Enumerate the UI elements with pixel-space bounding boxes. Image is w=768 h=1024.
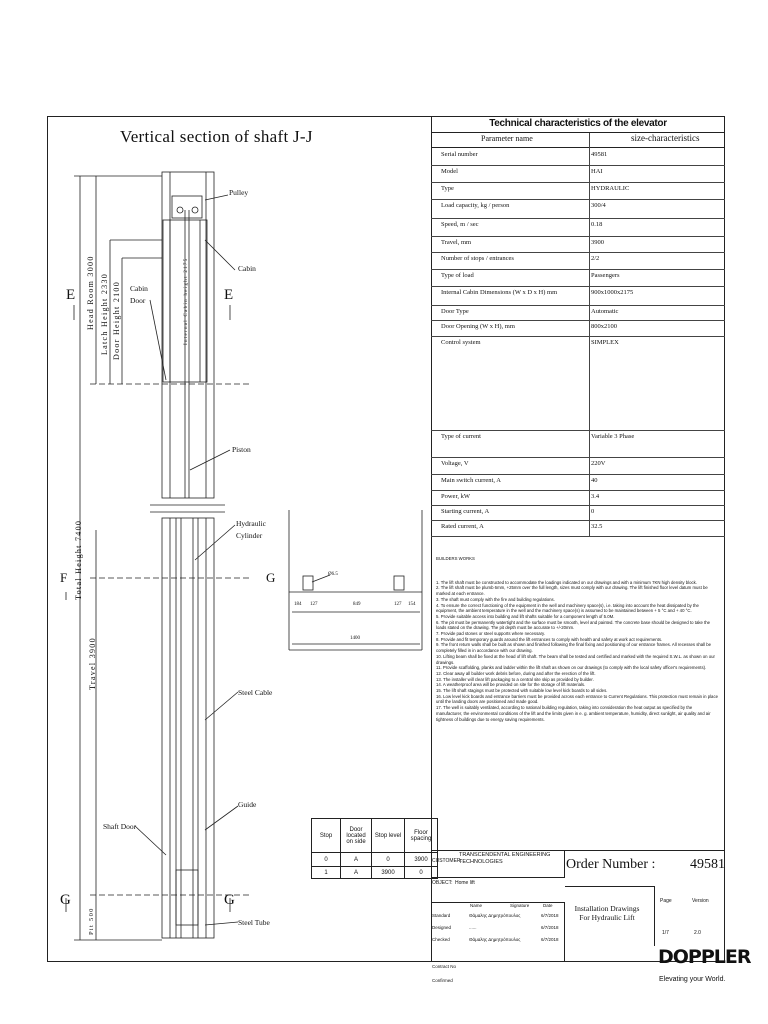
tech-row-key: Type of load: [441, 272, 474, 279]
builders-works: [436, 556, 718, 722]
order-number: 49581: [690, 857, 725, 872]
tech-row-value: 49581: [591, 151, 608, 158]
tech-row-value: 3900: [591, 239, 604, 246]
tech-col-param: Parameter name: [481, 134, 533, 143]
signature-box: [431, 902, 565, 962]
stops-cell: 0: [405, 867, 438, 879]
tech-row-value: 800x2100: [591, 323, 617, 330]
object-name: Home lift: [455, 880, 475, 886]
guide-label: Guide: [238, 800, 257, 809]
tech-row: [431, 148, 725, 166]
tech-row-value: HAI: [591, 168, 603, 175]
tech-row-value: 3.4: [591, 493, 600, 500]
tech-row-key: Number of stops / entrances: [441, 255, 514, 262]
tech-row: [431, 520, 725, 537]
stops-table: [311, 818, 438, 879]
tech-row-value: 300/4: [591, 202, 606, 209]
tech-row-key: Model: [441, 168, 458, 175]
confirmed-label: Confirmed: [432, 978, 453, 983]
customer-name: TRANSCENDENTAL ENGINEERING TECHNOLOGIES: [459, 852, 551, 865]
total-height-dim: Total Height 7400: [74, 519, 83, 600]
col-name: Name: [470, 903, 483, 908]
contract-label: Contract No: [432, 964, 457, 969]
signature-date: 6/7/2018: [541, 925, 559, 930]
builders-works-list: [436, 580, 718, 723]
builders-works-heading: BUILDERS WORKS: [436, 556, 475, 561]
tech-row: [431, 474, 725, 491]
steel-tube-label: Steel Tube: [238, 918, 270, 927]
tech-row-key: Load capacity, kg / person: [441, 202, 510, 209]
tech-row-key: Rated current, A: [441, 523, 484, 530]
tech-row-value: 0.18: [591, 221, 603, 228]
tech-row: [431, 199, 725, 219]
col-signature: Signature: [510, 903, 530, 908]
tech-row-value: 32.5: [591, 523, 603, 530]
section-f-left: F: [60, 570, 68, 585]
builders-works-item: 2. The lift shaft must be plumb 6mm, +25mm over the full length, sizes must comply with our drawing. The lift finished floor level datum must be marked at each entrance.: [436, 585, 708, 597]
tech-row: [431, 165, 725, 183]
builders-works-item: 3. The shaft must comply with the fire and building regulations.: [436, 596, 555, 602]
builders-works-item: 10. Lifting beam shall be fixed at the head of lift shaft. The beam shall be tested and certified and marked with the required S.W.L. as shown on our drawings.: [436, 653, 715, 665]
tech-row: [431, 182, 725, 200]
section-e-left: E: [66, 287, 76, 303]
builders-works-item: 1. The lift shaft must be constructed to accommodate the loadings indicated on our drawings and with a minimum 7KN high density block.: [436, 579, 697, 585]
stops-header-level: Stop level: [372, 819, 405, 853]
tech-row-key: Serial number: [441, 151, 478, 158]
pulley-label: Pulley: [229, 188, 249, 197]
stops-cell: 1: [312, 867, 341, 879]
tech-row: [431, 430, 725, 458]
plan-dim-1: 184: [294, 602, 302, 607]
signature-role: Designed: [432, 925, 452, 930]
tech-row: [431, 252, 725, 270]
cabin-label: Cabin: [238, 264, 256, 273]
signature-date: 6/7/2018: [541, 937, 559, 942]
tech-row-value: HYDRAULIC: [591, 185, 630, 192]
plan-dim-5: 154: [408, 602, 416, 607]
tech-row-key: Main switch current, A: [441, 477, 501, 484]
tech-row-value: 220V: [591, 460, 606, 467]
drawing-title: Vertical section of shaft J-J: [120, 127, 313, 146]
builders-works-item: 13. The installer will clear lift packaging to a central site skip as provided by builder.: [436, 676, 594, 682]
plan-dim-3: 849: [353, 602, 361, 607]
stops-cell: A: [341, 867, 372, 879]
tech-col-size: size-characteristics: [631, 133, 700, 143]
builders-works-item: 6. The pit must be permanently watertight and the surface must be smooth, level and painted. The concrete base should be designed to take the loads stated on the drawing. The pit depth must be accurate to +/-20mm.: [436, 619, 711, 631]
tech-row-key: Type: [441, 185, 454, 192]
page-label: Page: [660, 898, 672, 904]
section-e-right: E: [224, 287, 234, 303]
stops-cell: 0: [372, 853, 405, 867]
tech-row: [431, 218, 725, 237]
signature-date: 6/7/2018: [541, 913, 559, 918]
tech-row: [431, 320, 725, 337]
tech-heading: Technical characteristics of the elevator: [431, 116, 725, 133]
latch-height-dim: Latch Height 2330: [100, 272, 109, 355]
builders-works-item: 14. A weatherproof area will be provided on site for the storage of lift materials.: [436, 682, 586, 688]
plan-dim-dia: Ø6.5: [328, 572, 338, 577]
signature-name: Θάμαλης Δημητρόπουλος: [469, 937, 521, 942]
tech-row: [431, 336, 725, 431]
version-value: 2.0: [694, 930, 701, 936]
tech-row-key: Voltage, V: [441, 460, 469, 467]
tech-row-value: Variable 3 Phase: [591, 433, 635, 440]
doc-title: Installation Drawings For Hydraulic Lift: [574, 904, 640, 922]
tech-row: [431, 305, 725, 321]
tech-row-value: Passengers: [591, 272, 620, 279]
signature-role: Standard: [432, 913, 451, 918]
builders-works-item: 9. The front return walls shall be built as shown and finished following the final fixing and positioning of our entrance frames. All recesses shall be completely filled in in accordance with our drawing.: [436, 642, 712, 654]
builders-works-item: 12. Clear away all builder work debris before, during and after the erection of the lift.: [436, 670, 596, 676]
plan-dim-total: 1400: [350, 636, 360, 641]
builders-works-item: 7. Provide pad stones or steel supports where necessary.: [436, 631, 546, 637]
tech-row-value: Automatic: [591, 308, 619, 315]
object-label: OBJECT:: [432, 880, 453, 886]
section-g-left: G: [60, 892, 71, 908]
tech-row-key: Door Opening (W x H), mm: [441, 323, 515, 330]
builders-works-item: 15. The lift shaft stagings must be protected with suitable low level kick boards to all sides.: [436, 688, 608, 694]
customer-label: CUSTOMER:: [432, 858, 462, 864]
internal-cabin-dim: Internal Cabin height 2175: [184, 257, 189, 345]
builders-works-item: 4. To ensure the correct functioning of the equipment in the well and machinery space(s), i.e. taking into account the heat dissipated by the equipment, the ambient temperature in the well and the machinery space(s) is assumed to be maintained between + 5 °C and + 40 °C.: [436, 602, 699, 614]
tech-row-value: SIMPLEX: [591, 339, 619, 346]
section-f-right: G: [266, 570, 276, 585]
tech-row-value: 40: [591, 477, 598, 484]
builders-works-item: 11. Provide scaffolding, planks and ladder within the lift shaft as shown on our drawings (to comply with the local safety officer's requirements).: [436, 665, 707, 671]
hydraulic-cylinder-label: Hydraulic Cylinder: [236, 519, 266, 540]
tech-row-key: Travel, mm: [441, 239, 472, 246]
builders-works-item: 17. The well is suitably ventilated, according to national building regulation, taking into consideration the heat output as specified by the manufacturer, the environmental conditions of the lift and the limits given in e. g. ambient temperature, humidity, direct sunlight, air quality and air tightness of buildings due to energy saving requirements.: [436, 705, 711, 722]
tech-row-value: 0: [591, 508, 595, 515]
stops-cell: A: [341, 853, 372, 867]
page-value: 1/7: [662, 930, 669, 936]
doppler-logo: DOPPLER: [658, 946, 751, 968]
travel-dim: Travel 3900: [88, 637, 97, 690]
tech-row: [431, 286, 725, 306]
logo-slogan: Elevating your World.: [659, 976, 726, 983]
version-label: Version: [692, 898, 709, 904]
section-g-right: G: [224, 892, 235, 908]
plan-dim-2: 127: [310, 602, 318, 607]
stops-cell: 3900: [372, 867, 405, 879]
builders-works-item: 16. Low level kick boards and entrance barriers must be provided across each entrance to Current Regulations. This protection must remain in place until the landing doors are positioned and made good.: [436, 693, 718, 705]
signature-name: ......: [469, 925, 477, 930]
order-label: Order Number :: [566, 857, 656, 872]
pit-dim: Pit 500: [88, 907, 95, 935]
tech-row: [431, 269, 725, 287]
piston-label: Piston: [232, 445, 251, 454]
tech-row-key: Starting current, A: [441, 508, 490, 515]
steel-cable-label: Steel Cable: [238, 688, 273, 697]
tech-row-value: 900x1000x2175: [591, 289, 634, 296]
tech-row: [431, 490, 725, 506]
tech-row: [431, 505, 725, 521]
tech-row: [431, 236, 725, 253]
stops-cell: 0: [312, 853, 341, 867]
tech-row-key: Internal Cabin Dimensions (W x D x H) mm: [441, 289, 558, 296]
col-date: Date: [543, 903, 553, 908]
tech-row-key: Type of current: [441, 433, 481, 440]
shaft-door-label: Shaft Door: [103, 822, 137, 831]
builders-works-item: 5. Provide suitable access into building and lift shafts suitable for a component length of 5.0M.: [436, 613, 615, 619]
tech-row-key: Control system: [441, 339, 481, 346]
stops-cell: 3900: [405, 853, 438, 867]
head-room-dim: Head Room 3000: [86, 255, 95, 330]
stops-header-stop: Stop: [312, 819, 341, 853]
signature-name: Θάμαλης Δημητρόπουλος: [469, 913, 521, 918]
cabin-door-label: Cabin Door: [130, 284, 148, 305]
tech-row-value: 2/2: [591, 255, 600, 262]
tech-row-key: Speed, m / sec: [441, 221, 479, 228]
tech-subheader: [431, 133, 725, 148]
builders-works-item: 8. Provide and fit temporary guards around the lift entrances to comply with health and safety at work act requirements.: [436, 636, 663, 642]
door-height-dim: Door Height 2100: [112, 280, 121, 360]
tech-row-key: Door Type: [441, 308, 469, 315]
tech-row: [431, 457, 725, 475]
stops-header-door: Door located on side: [341, 819, 372, 853]
stops-header-spacing: Floor spacing: [405, 819, 438, 853]
signature-role: Checked: [432, 937, 450, 942]
tech-row-key: Power, kW: [441, 493, 470, 500]
plan-dim-4: 127: [394, 602, 402, 607]
